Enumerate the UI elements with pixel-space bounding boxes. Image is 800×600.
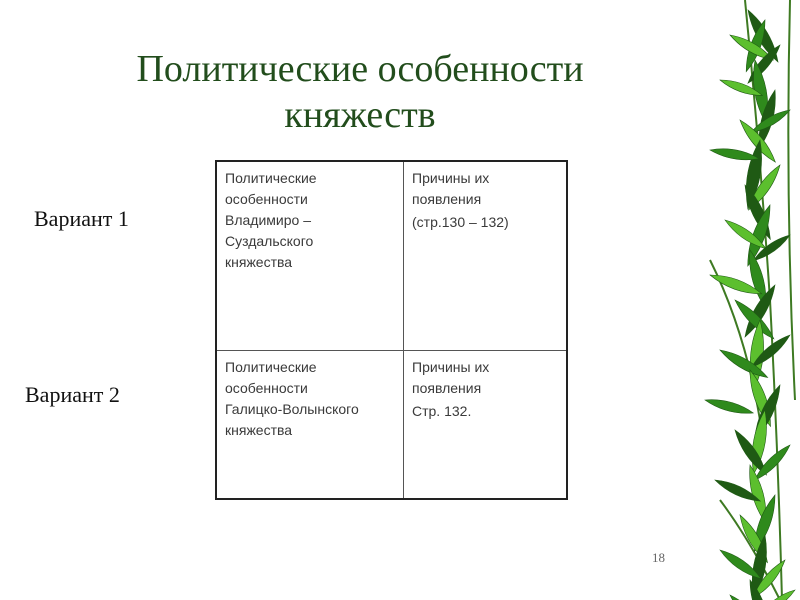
- cell-text: особенности: [225, 379, 308, 396]
- variant-2-label: Вариант 2: [25, 382, 120, 407]
- cell-text: Суздальского: [225, 233, 314, 249]
- table-cell-topic: [216, 161, 404, 350]
- cell-text: особенности: [225, 191, 308, 207]
- cell-text: Политические: [225, 358, 317, 375]
- page-reference: Стр. 132.: [412, 402, 472, 419]
- table-cell-reasons: [404, 161, 568, 350]
- cell-text: княжества: [225, 421, 293, 438]
- assignment-table: [215, 160, 568, 500]
- page-reference: (стр.130 – 132): [412, 214, 509, 230]
- cell-text: появления: [412, 379, 482, 396]
- slide-title: [60, 46, 660, 138]
- bamboo-leaves-icon: [650, 0, 800, 600]
- cell-text: Политические: [225, 170, 317, 186]
- cell-text: Причины их: [412, 358, 490, 375]
- title-line-1: Политические особенности: [136, 48, 584, 90]
- table-cell-topic: [216, 350, 404, 499]
- bamboo-leaf: [704, 396, 755, 418]
- cell-text: появления: [412, 191, 482, 207]
- table-row: [216, 350, 567, 499]
- title-line-2: княжеств: [284, 94, 436, 136]
- variant-1-label: Вариант 1: [34, 206, 129, 231]
- cell-text: Владимиро –: [225, 212, 311, 228]
- cell-text: Причины их: [412, 170, 490, 186]
- table-row: [216, 161, 567, 350]
- page-number: 18: [652, 550, 665, 565]
- cell-text: княжества: [225, 254, 293, 270]
- cell-text: Галицко-Волынского: [225, 400, 359, 417]
- table-cell-reasons: [404, 350, 568, 499]
